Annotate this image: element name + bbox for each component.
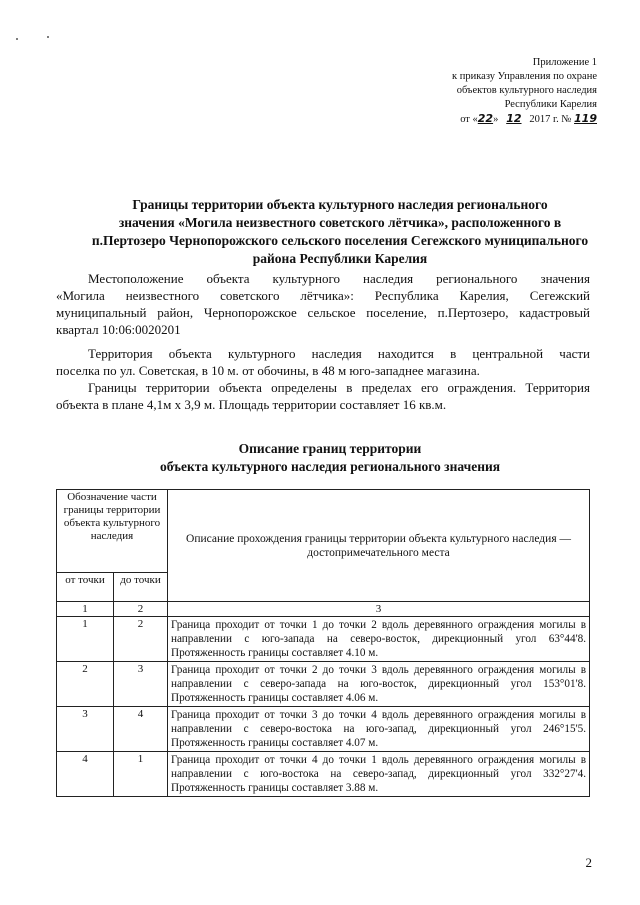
appendix-line: объектов культурного наследия (456, 85, 597, 96)
document-title: Границы территории объекта культурного наследия регионального значения «Могила неизвестного советского лётчика», расположенного в п.Пертозеро Чернопорожского сельского поселения Сегежского муниципального района Республики Карелия (91, 197, 589, 266)
appendix-line: Республики Карелия (504, 99, 597, 110)
appendix-line: Приложение 1 (532, 57, 597, 68)
borders-paragraph: Границы территории объекта определены в пределах его ограждения. Территория объекта в плане 4,1м х 3,9 м. Площадь территории составляет 16 кв.м. (56, 380, 590, 412)
header-boundary-part: Обозначение части границы территории объекта культурного наследия (57, 490, 168, 573)
order-month: 12 (506, 112, 522, 125)
location-paragraph: Местоположение объекта культурного наследия регионального значения «Могила неизвестного советского лётчика»: Республика Карелия, Сегежский муниципальный район, Чернопорожское сельское поселение, п.Пертозеро, кадастровый квартал 10:06:0020201 (56, 271, 590, 337)
table-row: 2 3 Граница проходит от точки 2 до точки 3 вдоль деревянного ограждения могилы в направлении с северо-запада на юго-восток, дирекционный угол 153°01'8. Протяженность границы составляет 4.06 м. (57, 662, 590, 707)
boundary-table (56, 489, 590, 797)
column-number-row: 1 2 3 (57, 602, 590, 617)
table-row: 1 2 Граница проходит от точки 1 до точки 2 вдоль деревянного ограждения могилы в направлении с юго-запада на северо-восток, дирекционный угол 63°44'8. Протяженность границы составляет 4.10 м. (57, 617, 590, 662)
order-number: 119 (574, 112, 597, 125)
scan-speck (16, 38, 18, 40)
order-date-line: от «22» 12 2017 г. № 119 (460, 112, 597, 125)
order-day: 22 (477, 112, 494, 125)
table-row: 4 1 Граница проходит от точки 4 до точки 1 вдоль деревянного ограждения могилы в направлении с юго-востока на северо-запад, дирекционный угол 332°27'4. Протяженность границы составляет 3.88 м. (57, 752, 590, 797)
scan-speck (47, 36, 49, 38)
page-number: 2 (585, 855, 592, 870)
appendix-block (377, 56, 597, 127)
table-row: 3 4 Граница проходит от точки 3 до точки 4 вдоль деревянного ограждения могилы в направлении с северо-востока на юго-запад, дирекционный угол 246°15'5. Протяженность границы составляет 4.07 м. (57, 707, 590, 752)
section-subtitle: Описание границ территории объекта культурного наследия регионального значения (159, 441, 501, 474)
appendix-line: к приказу Управления по охране (452, 71, 597, 82)
header-from-point: от точки (57, 573, 114, 602)
header-to-point: до точки (114, 573, 168, 602)
header-description: Описание прохождения границы территории объекта культурного наследия — достопримечательного места (168, 490, 590, 602)
territory-paragraph: Территория объекта культурного наследия находится в центральной части поселка по ул. Советская, в 10 м. от обочины, в 48 м юго-западнее магазина. (56, 346, 590, 378)
